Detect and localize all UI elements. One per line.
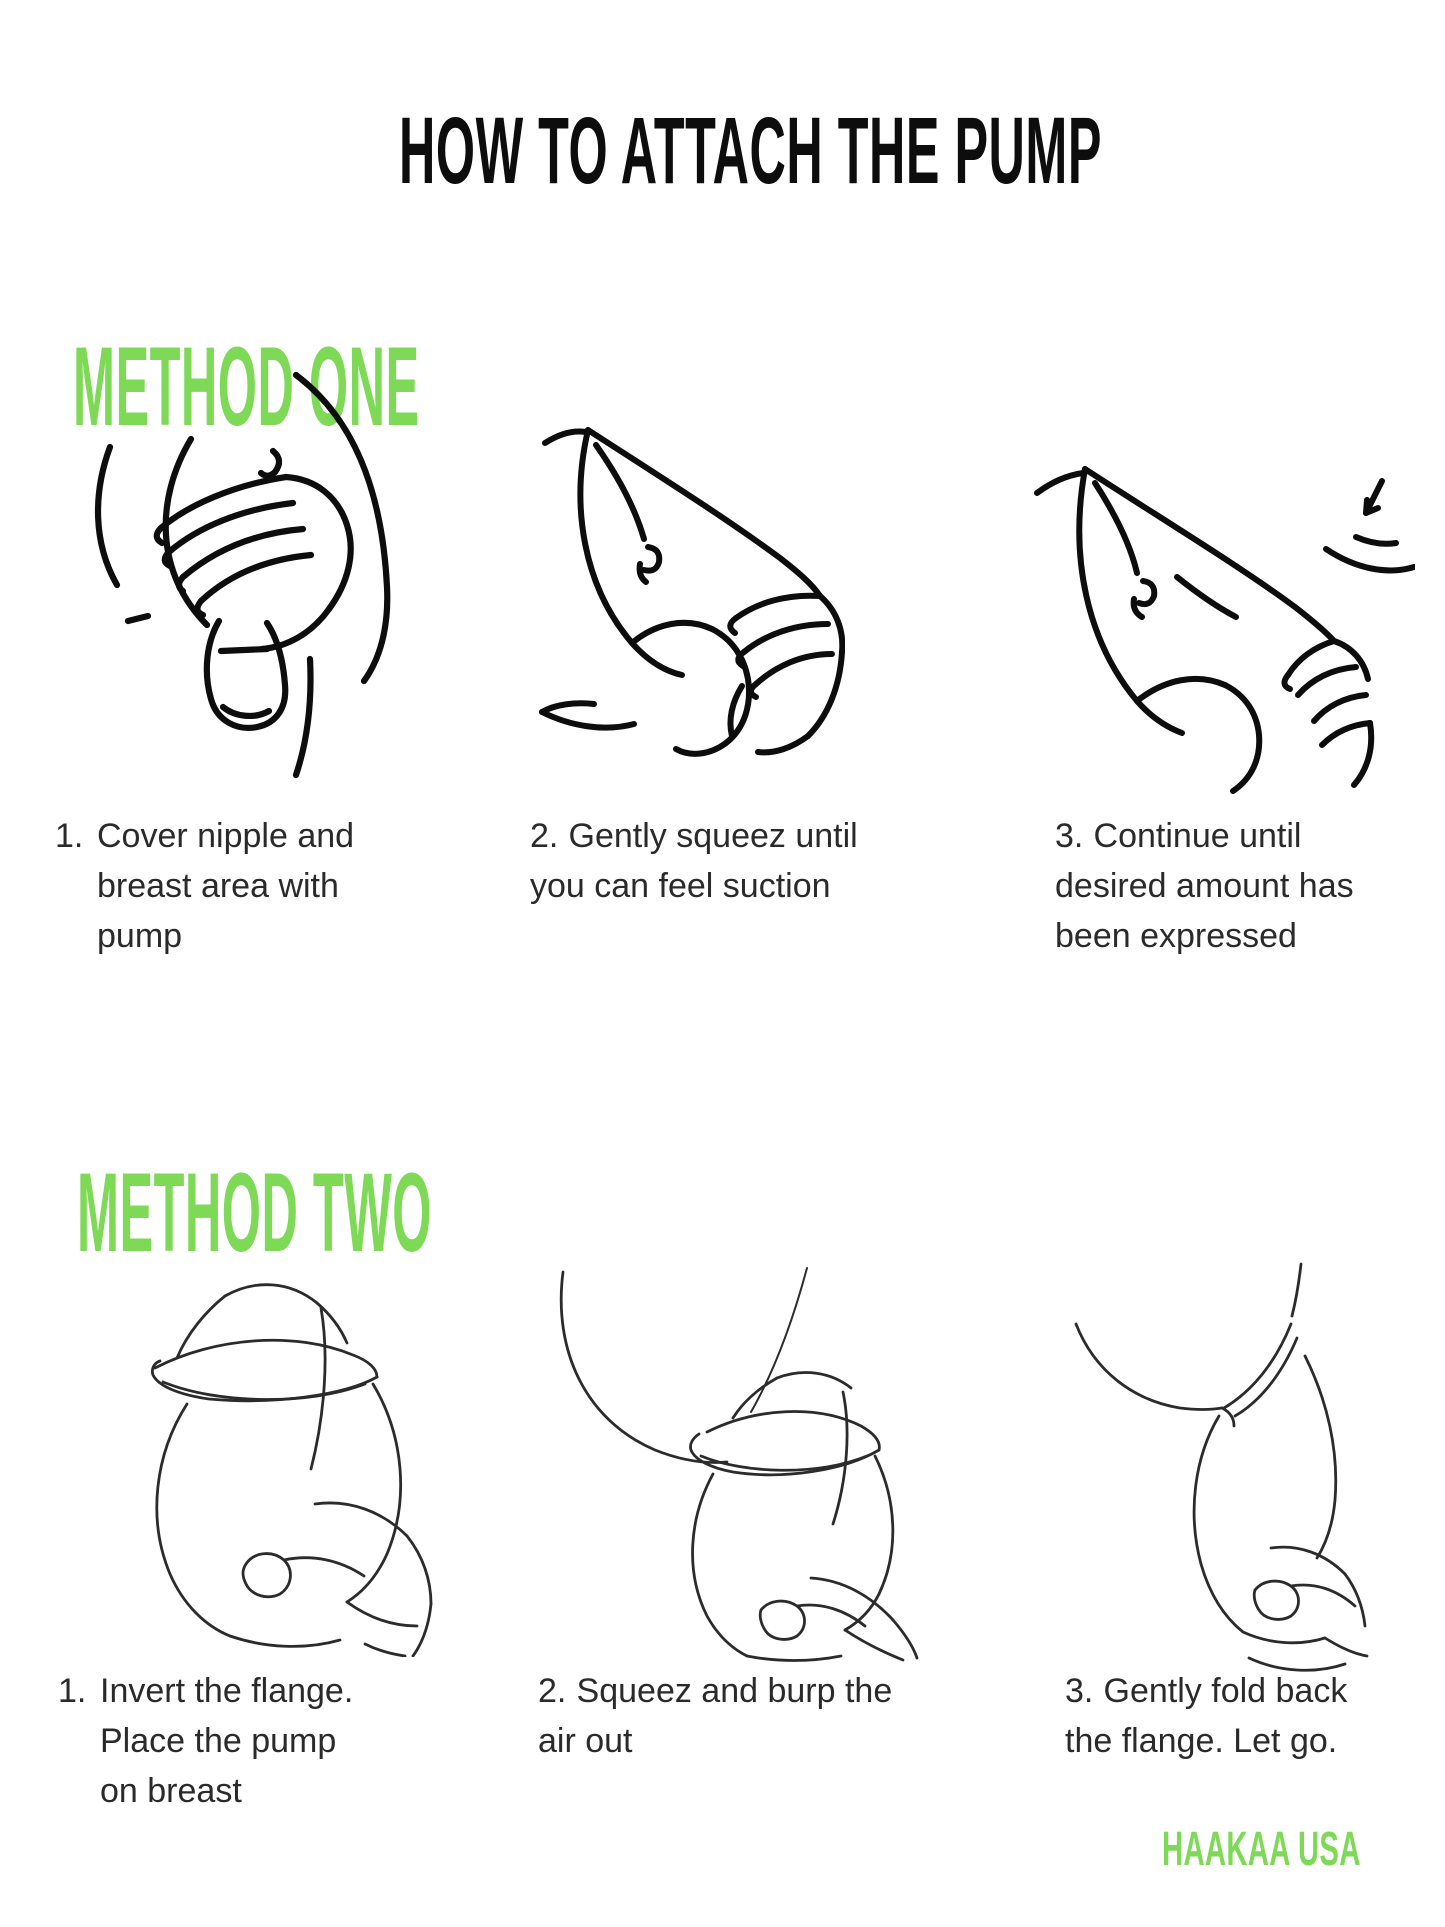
illustration-method2-step3	[1058, 1258, 1370, 1683]
hand-squeezing-pump-flange-drawing	[535, 425, 845, 795]
hand-pressing-pump-onto-breast-drawing	[70, 355, 400, 815]
illustration-method2-step1	[125, 1262, 435, 1657]
step-text: Continue until desired amount has been expressed	[1055, 817, 1354, 955]
step-text: Gently squeez until you can feel suction	[530, 817, 858, 905]
step-number: 1.	[58, 1672, 87, 1710]
step-text: Invert the flange. Place the pump on breast	[100, 1672, 354, 1810]
brand-wordmark: HAAKAA USA	[1162, 1823, 1361, 1876]
illustration-method1-step3	[1025, 415, 1415, 800]
step-number: 3.	[1065, 1672, 1094, 1710]
caption-method1-step1	[55, 811, 365, 961]
step-text: Squeez and burp the air out	[538, 1672, 893, 1760]
page-title: HOW TO ATTACH THE PUMP	[399, 97, 1102, 204]
pump-placed-on-breast-squeeze-drawing	[545, 1258, 925, 1663]
flange-folded-back-on-breast-drawing	[1058, 1258, 1370, 1683]
illustration-method1-step1	[70, 355, 400, 815]
step-text: Cover nipple and breast area with pump	[97, 817, 355, 955]
illustration-method1-step2	[535, 425, 845, 795]
method-two-heading: METHOD TWO	[77, 1149, 432, 1275]
caption-method1-step3	[1055, 811, 1385, 961]
inverted-flange-pump-in-hand-drawing	[125, 1262, 435, 1657]
step-number: 2.	[530, 817, 559, 855]
caption-method2-step3	[1065, 1666, 1395, 1766]
step-number: 3.	[1055, 817, 1084, 855]
step-text: Gently fold back the flange. Let go.	[1065, 1672, 1348, 1760]
caption-method2-step1	[58, 1666, 378, 1816]
caption-method1-step2	[530, 811, 880, 911]
step-number: 1.	[55, 817, 84, 855]
caption-method2-step2	[538, 1666, 908, 1766]
step-number: 2.	[538, 1672, 567, 1710]
illustration-method2-step2	[545, 1258, 925, 1663]
method-one-heading: METHOD ONE	[73, 323, 420, 449]
pump-suction-with-arrow-drawing	[1025, 415, 1415, 800]
